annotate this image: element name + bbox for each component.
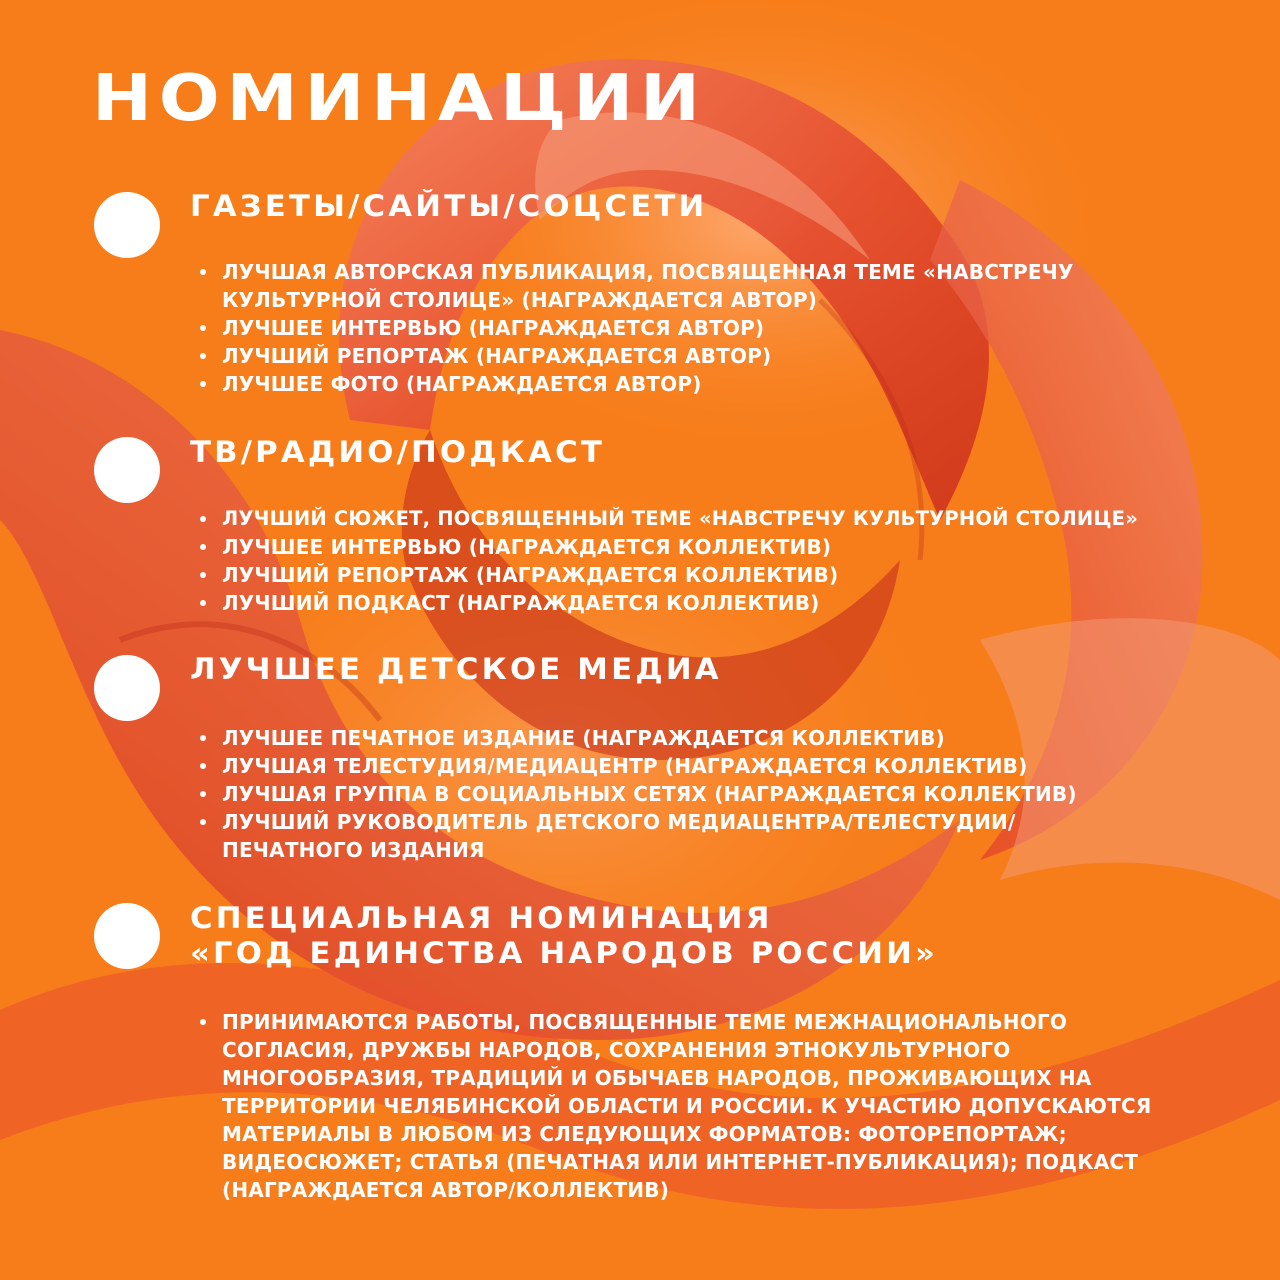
nomination-list	[196, 724, 1236, 864]
page-title: НОМИНАЦИИ	[92, 62, 707, 136]
bullet-dot-icon	[200, 572, 206, 578]
section-title: ГАЗЕТЫ/САЙТЫ/СОЦСЕТИ	[190, 189, 708, 223]
nomination-list	[196, 258, 1236, 398]
bullet-dot-icon	[200, 791, 206, 797]
bullet-dot-icon	[200, 1019, 206, 1025]
bullet-dot-icon	[200, 269, 206, 275]
list-item: ЛУЧШЕЕ ИНТЕРВЬЮ (НАГРАЖДАЕТСЯ АВТОР)	[196, 314, 1236, 342]
bullet-dot-icon	[200, 735, 206, 741]
bullet-circle-icon	[94, 655, 160, 721]
nomination-list	[196, 1008, 1236, 1204]
list-item: ЛУЧШИЙ ПОДКАСТ (НАГРАЖДАЕТСЯ КОЛЛЕКТИВ)	[196, 589, 1236, 617]
list-item: ЛУЧШИЙ РЕПОРТАЖ (НАГРАЖДАЕТСЯ АВТОР)	[196, 342, 1236, 370]
section-title-line-2: «ГОД ЕДИНСТВА НАРОДОВ РОССИИ»	[190, 936, 939, 970]
bullet-dot-icon	[200, 353, 206, 359]
bullet-dot-icon	[200, 381, 206, 387]
list-item: ЛУЧШЕЕ ИНТЕРВЬЮ (НАГРАЖДАЕТСЯ КОЛЛЕКТИВ)	[196, 533, 1236, 561]
bullet-dot-icon	[200, 763, 206, 769]
bullet-circle-icon	[94, 903, 160, 969]
list-item: ЛУЧШИЙ РУКОВОДИТЕЛЬ ДЕТСКОГО МЕДИАЦЕНТРА/ТЕЛЕСТУДИИ/ ПЕЧАТНОГО ИЗДАНИЯ	[196, 808, 1122, 864]
bullet-dot-icon	[200, 516, 206, 522]
bullet-circle-icon	[94, 437, 160, 503]
section-title: ЛУЧШЕЕ ДЕТСКОЕ МЕДИА	[190, 652, 722, 686]
list-item: ПРИНИМАЮТСЯ РАБОТЫ, ПОСВЯЩЕННЫЕ ТЕМЕ МЕЖНАЦИОНАЛЬНОГО СОГЛАСИЯ, ДРУЖБЫ НАРОДОВ, СОХРАНЕНИЯ ЭТНОКУЛЬТУРНОГО МНОГООБРАЗИЯ, ТРАДИЦИЙ И ОБЫЧАЕВ НАРОДОВ, ПРОЖИВАЮЩИХ НА ТЕРРИТОРИИ ЧЕЛЯБИНСКОЙ ОБЛАСТИ И РОССИИ. К УЧАСТИЮ ДОПУСКАЮТСЯ МАТЕРИАЛЫ В ЛЮБОМ ИЗ СЛЕДУЮЩИХ ФОРМАТОВ: ФОТОРЕПОРТАЖ; ВИДЕОСЮЖЕТ; СТАТЬЯ (ПЕЧАТНАЯ ИЛИ ИНТЕРНЕТ-ПУБЛИКАЦИЯ); ПОДКАСТ (НАГРАЖДАЕТСЯ АВТОР/КОЛЛЕКТИВ)	[196, 1008, 1236, 1204]
bullet-dot-icon	[200, 600, 206, 606]
bullet-dot-icon	[200, 544, 206, 550]
bullet-dot-icon	[200, 819, 206, 825]
section-title: ТВ/РАДИО/ПОДКАСТ	[190, 435, 605, 469]
section-title-line-1: СПЕЦИАЛЬНАЯ НОМИНАЦИЯ	[190, 901, 773, 935]
list-item: ЛУЧШАЯ ГРУППА В СОЦИАЛЬНЫХ СЕТЯХ (НАГРАЖДАЕТСЯ КОЛЛЕКТИВ)	[196, 780, 1236, 808]
bullet-dot-icon	[200, 325, 206, 331]
list-item: ЛУЧШЕЕ ПЕЧАТНОЕ ИЗДАНИЕ (НАГРАЖДАЕТСЯ КОЛЛЕКТИВ)	[196, 724, 1236, 752]
list-item: ЛУЧШАЯ ТЕЛЕСТУДИЯ/МЕДИАЦЕНТР (НАГРАЖДАЕТСЯ КОЛЛЕКТИВ)	[196, 752, 1236, 780]
list-item: ЛУЧШЕЕ ФОТО (НАГРАЖДАЕТСЯ АВТОР)	[196, 370, 1236, 398]
nomination-list	[196, 505, 1236, 617]
list-item: ЛУЧШИЙ СЮЖЕТ, ПОСВЯЩЕННЫЙ ТЕМЕ «НАВСТРЕЧУ КУЛЬТУРНОЙ СТОЛИЦЕ»	[196, 505, 1236, 533]
list-item: ЛУЧШИЙ РЕПОРТАЖ (НАГРАЖДАЕТСЯ КОЛЛЕКТИВ)	[196, 561, 1236, 589]
bullet-circle-icon	[94, 192, 160, 258]
list-item: ЛУЧШАЯ АВТОРСКАЯ ПУБЛИКАЦИЯ, ПОСВЯЩЕННАЯ ТЕМЕ «НАВСТРЕЧУ КУЛЬТУРНОЙ СТОЛИЦЕ» (НАГРАЖДАЕТСЯ АВТОР)	[196, 258, 1182, 314]
